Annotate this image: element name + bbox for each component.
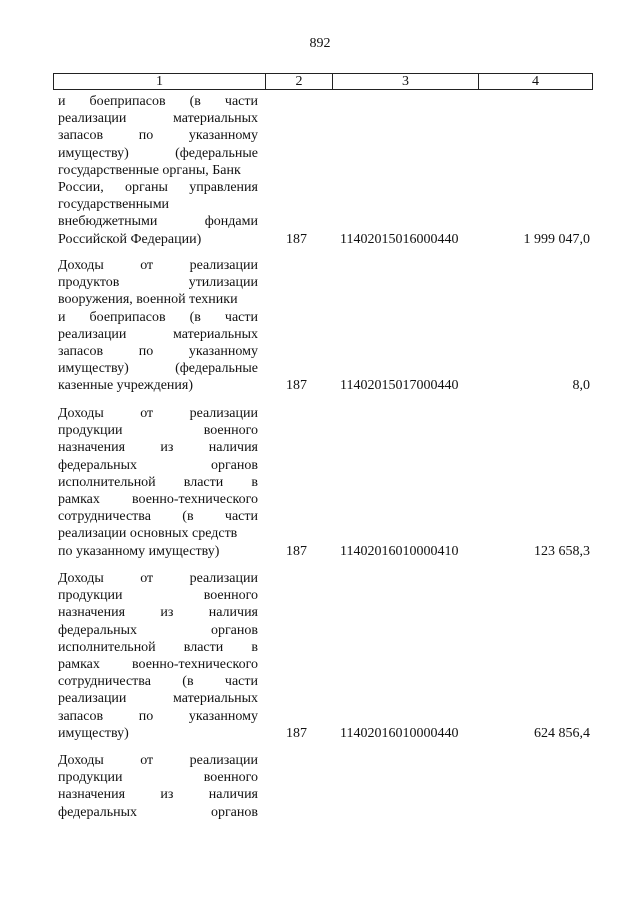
description-line: вооружения, военной техники	[58, 292, 238, 308]
row-amount: 1 999 047,0	[523, 231, 590, 247]
row-description	[58, 405, 258, 560]
description-line: государственные органы, Банк	[58, 162, 241, 178]
description-line: Российской Федерации)	[58, 231, 202, 247]
description-line: сотрудничества (в части	[58, 509, 258, 525]
row-admin-code: 187	[286, 378, 307, 394]
description-line: казенные учреждения)	[58, 378, 194, 394]
description-line: назначения из наличия	[58, 440, 258, 456]
row-amount: 624 856,4	[534, 725, 590, 741]
description-line: запасов по указанному	[58, 128, 258, 144]
row-income-code: 11402015016000440	[340, 231, 459, 247]
row-income-code: 11402016010000440	[340, 725, 459, 741]
description-line: назначения из наличия	[58, 605, 258, 621]
description-line: продуктов утилизации	[58, 275, 258, 291]
description-line: продукции военного	[58, 423, 258, 439]
description-line: и боеприпасов (в части	[58, 309, 258, 325]
description-line: продукции военного	[58, 770, 258, 786]
description-line: внебюджетными фондами	[58, 214, 258, 230]
header-col-1: 1	[54, 74, 266, 89]
description-line: федеральных органов	[58, 804, 258, 820]
description-line: исполнительной власти в	[58, 474, 258, 490]
table-header	[53, 73, 593, 90]
description-line: реализации материальных	[58, 111, 258, 127]
description-line: реализации материальных	[58, 326, 258, 342]
row-amount: 8,0	[572, 378, 590, 394]
description-line: исполнительной власти в	[58, 639, 258, 655]
description-line: имуществу) (федеральные	[58, 145, 258, 161]
description-line: Доходы от реализации	[58, 258, 258, 273]
description-line: запасов по указанному	[58, 343, 258, 359]
description-line: реализации материальных	[58, 691, 258, 707]
description-line: по указанному имуществу)	[58, 543, 220, 559]
row-admin-code: 187	[286, 725, 307, 741]
row-admin-code: 187	[286, 231, 307, 247]
description-line: рамках военно-технического	[58, 491, 258, 507]
row-description	[58, 570, 258, 742]
page-number: 892	[309, 36, 331, 51]
description-line: федеральных органов	[58, 622, 258, 638]
description-line: реализации основных средств	[58, 526, 238, 542]
row-amount: 123 658,3	[534, 543, 590, 559]
description-line: запасов по указанному	[58, 708, 258, 724]
description-line: продукции военного	[58, 588, 258, 604]
description-line: и боеприпасов (в части	[58, 94, 258, 109]
description-line: федеральных органов	[58, 457, 258, 473]
row-description	[58, 257, 258, 395]
description-line: имуществу)	[58, 725, 129, 741]
description-line: рамках военно-технического	[58, 656, 258, 672]
row-income-code: 11402015017000440	[340, 378, 459, 394]
header-col-3: 3	[333, 74, 479, 89]
row-income-code: 11402016010000410	[340, 543, 459, 559]
header-col-4: 4	[532, 74, 539, 89]
description-line: государственными	[58, 197, 170, 213]
description-line: Доходы от реализации	[58, 571, 258, 586]
description-line: России, органы управления	[58, 179, 258, 195]
row-admin-code: 187	[286, 543, 307, 559]
description-line: Доходы от реализации	[58, 753, 258, 768]
description-line: назначения из наличия	[58, 787, 258, 803]
description-line: Доходы от реализации	[58, 406, 258, 421]
description-line: сотрудничества (в части	[58, 674, 258, 690]
row-description	[58, 93, 258, 248]
header-col-2: 2	[266, 74, 333, 89]
description-line: имуществу) (федеральные	[58, 361, 258, 377]
row-description	[58, 752, 258, 821]
